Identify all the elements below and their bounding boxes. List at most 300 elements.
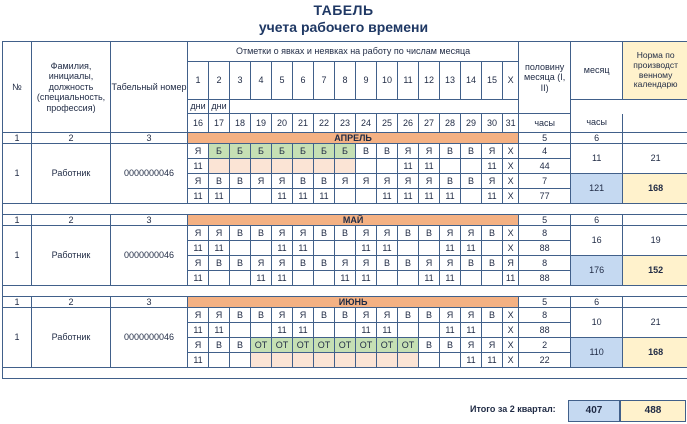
- half-month-value: 44: [519, 159, 571, 174]
- day-mark: Б: [314, 144, 335, 159]
- day-number: 16: [188, 114, 209, 133]
- day-mark: [335, 189, 356, 204]
- day-mark: Я: [398, 144, 419, 159]
- day-mark: В: [230, 308, 251, 323]
- day-mark: В: [419, 308, 440, 323]
- blank-cell: [623, 297, 687, 308]
- spacer-row: [3, 286, 687, 297]
- day-mark: [461, 271, 482, 286]
- month-header-row: [3, 133, 687, 144]
- day-mark: [251, 323, 272, 338]
- day-mark: В: [398, 308, 419, 323]
- page-title: ТАБЕЛЬ: [313, 2, 374, 18]
- day-number: 4: [251, 62, 272, 100]
- day-mark: В: [230, 338, 251, 353]
- day-number: 7: [314, 62, 335, 100]
- day-mark: 11: [188, 323, 209, 338]
- day-mark: ОТ: [314, 338, 335, 353]
- day-mark: Я: [356, 226, 377, 241]
- day-mark: 11: [356, 323, 377, 338]
- day-mark: [314, 241, 335, 256]
- day-mark: [398, 271, 419, 286]
- day-mark: В: [398, 226, 419, 241]
- day-mark: В: [209, 174, 230, 189]
- col-number: 6: [571, 215, 623, 226]
- col-number: 3: [111, 133, 188, 144]
- day-mark: Я: [461, 226, 482, 241]
- day-mark: 11: [188, 241, 209, 256]
- day-mark: Я: [419, 144, 440, 159]
- day-mark: 11: [440, 241, 461, 256]
- day-mark: Я: [293, 308, 314, 323]
- day-number: 25: [377, 114, 398, 133]
- day-mark: X: [503, 338, 519, 353]
- day-mark: Я: [188, 144, 209, 159]
- header-half: половину месяца (I, II): [519, 42, 571, 114]
- day-mark: 11: [272, 189, 293, 204]
- day-mark: [335, 323, 356, 338]
- day-mark: В: [251, 308, 272, 323]
- employee-name: Работник: [32, 308, 111, 368]
- spacer-cell: [3, 204, 687, 215]
- day-mark: [293, 271, 314, 286]
- day-mark: Я: [461, 338, 482, 353]
- day-mark: В: [335, 226, 356, 241]
- day-mark: 11: [461, 323, 482, 338]
- day-mark: В: [356, 144, 377, 159]
- day-mark: 11: [272, 271, 293, 286]
- day-mark: Я: [209, 226, 230, 241]
- day-mark: 11: [188, 159, 209, 174]
- employee-name: Работник: [32, 226, 111, 286]
- day-number: 5: [272, 62, 293, 100]
- day-mark: ОТ: [398, 338, 419, 353]
- half-month-value: 88: [519, 271, 571, 286]
- day-mark: 11: [482, 353, 503, 368]
- day-number: 8: [335, 62, 356, 100]
- day-mark: [335, 241, 356, 256]
- day-number: 30: [482, 114, 503, 133]
- blank-cell: [623, 133, 687, 144]
- day-number: 10: [377, 62, 398, 100]
- row-number: 1: [3, 308, 32, 368]
- day-mark: Я: [356, 308, 377, 323]
- day-mark: [377, 271, 398, 286]
- day-mark: 11: [440, 189, 461, 204]
- day-mark: X: [503, 174, 519, 189]
- header-num: №: [3, 42, 32, 133]
- day-mark: X: [503, 159, 519, 174]
- day-mark: 11: [209, 189, 230, 204]
- day-mark: В: [482, 256, 503, 271]
- row-number: 1: [3, 144, 32, 204]
- half-month-value: 8: [519, 226, 571, 241]
- month-header-row: [3, 297, 687, 308]
- day-number: 20: [272, 114, 293, 133]
- day-mark: Я: [440, 256, 461, 271]
- day-mark: 11: [272, 241, 293, 256]
- day-mark: Я: [188, 256, 209, 271]
- day-mark: В: [314, 256, 335, 271]
- month-hours: 121: [571, 174, 623, 204]
- norm-hours: 152: [623, 256, 687, 286]
- day-mark: Я: [251, 256, 272, 271]
- day-mark: 11: [377, 241, 398, 256]
- day-number: 22: [314, 114, 335, 133]
- day-mark: Я: [188, 308, 209, 323]
- half-month-value: 77: [519, 189, 571, 204]
- month-name: ИЮНЬ: [188, 297, 519, 308]
- day-mark: X: [503, 144, 519, 159]
- day-mark: [377, 159, 398, 174]
- day-mark: 11: [377, 323, 398, 338]
- day-mark: В: [230, 226, 251, 241]
- spacer-cell: [3, 368, 687, 379]
- day-mark: Я: [272, 256, 293, 271]
- day-mark: ОТ: [251, 338, 272, 353]
- col-number: 3: [111, 297, 188, 308]
- day-mark: В: [440, 338, 461, 353]
- day-mark: [398, 241, 419, 256]
- day-mark: [356, 353, 377, 368]
- day-mark: 11: [356, 241, 377, 256]
- norm-days: 21: [623, 308, 687, 338]
- day-mark: 11: [398, 189, 419, 204]
- day-mark: [377, 353, 398, 368]
- col-number: 1: [3, 133, 32, 144]
- table-row: [3, 226, 687, 241]
- day-number: X: [503, 62, 519, 100]
- day-mark: Я: [293, 226, 314, 241]
- day-mark: [209, 159, 230, 174]
- day-mark: Я: [188, 226, 209, 241]
- day-mark: ОТ: [356, 338, 377, 353]
- day-mark: В: [461, 174, 482, 189]
- day-mark: 11: [209, 323, 230, 338]
- norm-days: 19: [623, 226, 687, 256]
- day-mark: Я: [272, 226, 293, 241]
- header-name: Фамилия, инициалы, должность (специальность, профессия): [32, 42, 111, 133]
- day-number: 29: [461, 114, 482, 133]
- day-mark: [482, 323, 503, 338]
- day-number: 3: [230, 62, 251, 100]
- day-mark: 11: [503, 271, 519, 286]
- day-mark: [230, 159, 251, 174]
- day-number: 6: [293, 62, 314, 100]
- blank-cell: [623, 215, 687, 226]
- day-mark: [356, 189, 377, 204]
- day-mark: [314, 353, 335, 368]
- day-mark: Я: [377, 308, 398, 323]
- day-mark: 11: [293, 241, 314, 256]
- day-mark: В: [293, 256, 314, 271]
- day-mark: [461, 189, 482, 204]
- col-number: 6: [571, 133, 623, 144]
- month-header-row: [3, 215, 687, 226]
- day-mark: Б: [230, 144, 251, 159]
- header-norm: Норма по производст венному календарю: [623, 42, 687, 100]
- day-mark: Б: [251, 144, 272, 159]
- half-month-value: 8: [519, 308, 571, 323]
- day-mark: 11: [482, 159, 503, 174]
- quarter-total-label: Итого за 2 квартал:: [470, 404, 556, 414]
- day-mark: [272, 353, 293, 368]
- col-number: 5: [519, 297, 571, 308]
- header-tab: Табельный номер: [111, 42, 188, 133]
- day-number: 18: [230, 114, 251, 133]
- half-month-value: 88: [519, 241, 571, 256]
- half-month-value: 7: [519, 174, 571, 189]
- day-mark: 11: [188, 353, 209, 368]
- day-mark: ОТ: [377, 338, 398, 353]
- day-mark: Я: [272, 174, 293, 189]
- day-mark: X: [503, 323, 519, 338]
- day-mark: [440, 353, 461, 368]
- day-mark: [398, 323, 419, 338]
- day-number: 11: [398, 62, 419, 100]
- col-number: 2: [32, 297, 111, 308]
- day-number: 23: [335, 114, 356, 133]
- day-mark: Я: [335, 256, 356, 271]
- day-mark: Я: [377, 226, 398, 241]
- month-days: 11: [571, 144, 623, 174]
- day-mark: Я: [482, 174, 503, 189]
- day-number: 1: [188, 62, 209, 100]
- day-mark: В: [377, 144, 398, 159]
- day-mark: X: [503, 353, 519, 368]
- day-mark: В: [440, 144, 461, 159]
- col-number: 5: [519, 133, 571, 144]
- day-mark: [230, 353, 251, 368]
- day-mark: 11: [440, 323, 461, 338]
- day-mark: [461, 159, 482, 174]
- day-number: 13: [440, 62, 461, 100]
- day-mark: ОТ: [272, 338, 293, 353]
- day-mark: [314, 323, 335, 338]
- header-month: месяц: [571, 42, 623, 100]
- day-mark: [293, 353, 314, 368]
- day-mark: В: [314, 308, 335, 323]
- row-number: 1: [3, 226, 32, 286]
- day-number: 14: [461, 62, 482, 100]
- month-days: 10: [571, 308, 623, 338]
- day-mark: [230, 189, 251, 204]
- day-mark: В: [440, 174, 461, 189]
- day-mark: [230, 241, 251, 256]
- day-mark: [230, 271, 251, 286]
- day-mark: X: [503, 241, 519, 256]
- day-mark: Я: [440, 226, 461, 241]
- day-mark: 11: [293, 323, 314, 338]
- table-row: [3, 308, 687, 323]
- day-number: 24: [356, 114, 377, 133]
- col-number: 6: [571, 297, 623, 308]
- day-mark: 11: [314, 189, 335, 204]
- day-mark: 11: [419, 271, 440, 286]
- day-mark: [419, 353, 440, 368]
- day-mark: [335, 353, 356, 368]
- day-mark: Б: [335, 144, 356, 159]
- month-name: АПРЕЛЬ: [188, 133, 519, 144]
- spacer-row: [3, 368, 687, 379]
- spacer-cell: [3, 286, 687, 297]
- day-number: 31: [503, 114, 519, 133]
- day-number: 9: [356, 62, 377, 100]
- col-number: 1: [3, 215, 32, 226]
- day-mark: Я: [503, 256, 519, 271]
- day-mark: X: [503, 189, 519, 204]
- day-mark: [230, 323, 251, 338]
- day-mark: [251, 241, 272, 256]
- day-number: 12: [419, 62, 440, 100]
- employee-tab-number: 0000000046: [111, 308, 188, 368]
- day-mark: В: [461, 256, 482, 271]
- day-mark: В: [314, 174, 335, 189]
- norm-days: 21: [623, 144, 687, 174]
- day-mark: 11: [440, 271, 461, 286]
- day-mark: 11: [419, 189, 440, 204]
- day-mark: В: [419, 226, 440, 241]
- month-days: 16: [571, 226, 623, 256]
- day-mark: Я: [461, 308, 482, 323]
- day-number: 26: [398, 114, 419, 133]
- day-mark: [209, 353, 230, 368]
- day-mark: X: [503, 308, 519, 323]
- day-mark: X: [503, 226, 519, 241]
- day-mark: 11: [188, 271, 209, 286]
- month-name: МАЙ: [188, 215, 519, 226]
- day-mark: 11: [419, 159, 440, 174]
- day-mark: 11: [356, 271, 377, 286]
- day-mark: 11: [461, 241, 482, 256]
- day-mark: В: [377, 256, 398, 271]
- norm-hours: 168: [623, 338, 687, 368]
- day-mark: В: [482, 308, 503, 323]
- day-mark: В: [461, 144, 482, 159]
- day-mark: [440, 159, 461, 174]
- day-mark: 11: [272, 323, 293, 338]
- day-mark: Я: [188, 338, 209, 353]
- half-month-value: 88: [519, 323, 571, 338]
- day-mark: [335, 159, 356, 174]
- day-mark: ОТ: [335, 338, 356, 353]
- month-hours: 176: [571, 256, 623, 286]
- employee-name: Работник: [32, 144, 111, 204]
- col-number: 5: [519, 215, 571, 226]
- day-mark: [209, 271, 230, 286]
- day-mark: Я: [335, 174, 356, 189]
- day-mark: 11: [461, 353, 482, 368]
- day-mark: Б: [209, 144, 230, 159]
- timesheet-table: [2, 41, 687, 379]
- day-mark: Я: [251, 174, 272, 189]
- day-number: 19: [251, 114, 272, 133]
- employee-tab-number: 0000000046: [111, 226, 188, 286]
- employee-tab-number: 0000000046: [111, 144, 188, 204]
- day-mark: Я: [419, 256, 440, 271]
- day-mark: Б: [272, 144, 293, 159]
- day-mark: В: [251, 226, 272, 241]
- day-mark: Я: [356, 174, 377, 189]
- day-mark: 11: [293, 189, 314, 204]
- col-number: 2: [32, 215, 111, 226]
- col-number: 3: [111, 215, 188, 226]
- col-number: 2: [32, 133, 111, 144]
- day-mark: В: [482, 226, 503, 241]
- day-mark: [251, 159, 272, 174]
- header-days: дни: [188, 100, 209, 114]
- day-mark: В: [398, 256, 419, 271]
- day-mark: Я: [188, 174, 209, 189]
- quarter-total-norm: 488: [620, 400, 686, 422]
- day-mark: [314, 159, 335, 174]
- day-mark: В: [209, 338, 230, 353]
- day-mark: [356, 159, 377, 174]
- day-mark: [251, 353, 272, 368]
- col-number: 1: [3, 297, 32, 308]
- half-month-value: 4: [519, 144, 571, 159]
- day-mark: Я: [482, 144, 503, 159]
- header-hours-norm: часы: [571, 114, 623, 133]
- table-row: [3, 144, 687, 159]
- day-mark: В: [335, 308, 356, 323]
- spacer-row: [3, 204, 687, 215]
- norm-hours: 168: [623, 174, 687, 204]
- day-mark: [419, 323, 440, 338]
- day-number: 21: [293, 114, 314, 133]
- day-mark: [482, 271, 503, 286]
- day-number: 2: [209, 62, 230, 100]
- day-mark: 11: [251, 271, 272, 286]
- header-days-norm: дни: [209, 100, 230, 114]
- header-marks: Отметки о явках и неявках на работу по числам месяца: [188, 42, 519, 62]
- page-subtitle: учета рабочего времени: [258, 19, 429, 35]
- day-number: 28: [440, 114, 461, 133]
- day-mark: Я: [419, 174, 440, 189]
- day-mark: В: [293, 174, 314, 189]
- day-mark: [482, 241, 503, 256]
- half-month-value: 22: [519, 353, 571, 368]
- day-mark: В: [209, 256, 230, 271]
- day-mark: 11: [398, 159, 419, 174]
- day-number: 27: [419, 114, 440, 133]
- day-mark: Я: [482, 338, 503, 353]
- day-mark: ОТ: [293, 338, 314, 353]
- day-mark: [419, 241, 440, 256]
- day-mark: 11: [377, 189, 398, 204]
- day-mark: [272, 159, 293, 174]
- half-month-value: 8: [519, 256, 571, 271]
- day-mark: [251, 189, 272, 204]
- day-mark: Я: [398, 174, 419, 189]
- day-mark: [314, 271, 335, 286]
- day-number: 17: [209, 114, 230, 133]
- day-mark: 11: [335, 271, 356, 286]
- day-mark: Я: [356, 256, 377, 271]
- day-mark: 11: [482, 189, 503, 204]
- day-mark: Я: [377, 174, 398, 189]
- day-mark: Я: [272, 308, 293, 323]
- header-hours: часы: [519, 114, 571, 133]
- day-mark: В: [419, 338, 440, 353]
- month-hours: 110: [571, 338, 623, 368]
- day-mark: В: [230, 256, 251, 271]
- day-mark: 11: [188, 189, 209, 204]
- quarter-total-hours: 407: [568, 400, 620, 422]
- day-mark: [293, 159, 314, 174]
- day-mark: [398, 353, 419, 368]
- day-mark: В: [230, 174, 251, 189]
